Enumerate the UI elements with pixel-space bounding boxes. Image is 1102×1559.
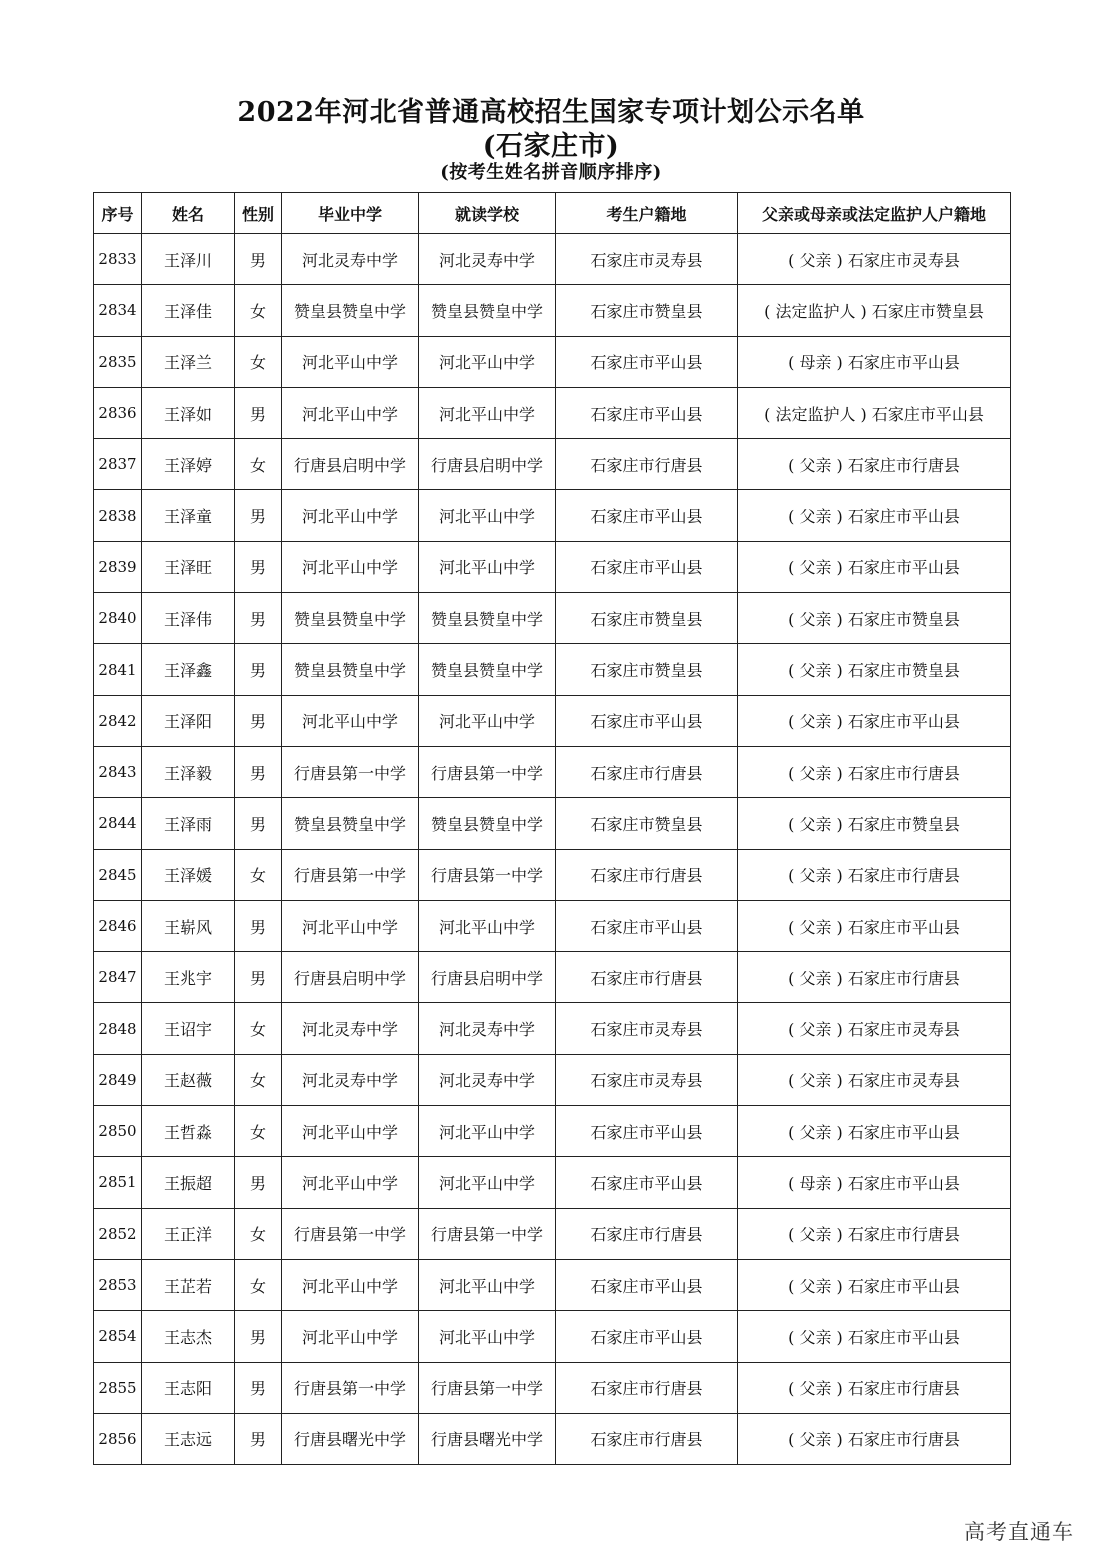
cell-household-registration: 石家庄市灵寿县 bbox=[556, 234, 738, 285]
document-title: 2022年河北省普通高校招生国家专项计划公示名单 bbox=[237, 97, 865, 128]
cell-graduated-school: 行唐县第一中学 bbox=[282, 1208, 419, 1259]
table-body bbox=[94, 234, 1011, 1465]
cell-current-school: 行唐县曙光中学 bbox=[419, 1413, 556, 1464]
table-row bbox=[94, 1106, 1011, 1157]
cell-current-school: 河北平山中学 bbox=[419, 336, 556, 387]
cell-household-registration: 石家庄市行唐县 bbox=[556, 1362, 738, 1413]
cell-household-registration: 石家庄市行唐县 bbox=[556, 1413, 738, 1464]
cell-guardian-registration: ( 父亲 ) 石家庄市灵寿县 bbox=[738, 1003, 1011, 1054]
cell-seq: 2845 bbox=[94, 849, 142, 900]
cell-guardian-registration: ( 父亲 ) 石家庄市行唐县 bbox=[738, 439, 1011, 490]
cell-current-school: 河北平山中学 bbox=[419, 1157, 556, 1208]
table-row bbox=[94, 593, 1011, 644]
cell-seq: 2852 bbox=[94, 1208, 142, 1259]
cell-gender: 女 bbox=[235, 1003, 282, 1054]
cell-current-school: 河北平山中学 bbox=[419, 900, 556, 951]
cell-current-school: 河北平山中学 bbox=[419, 387, 556, 438]
cell-seq: 2844 bbox=[94, 798, 142, 849]
header-household-registration: 考生户籍地 bbox=[556, 193, 738, 234]
cell-gender: 女 bbox=[235, 439, 282, 490]
cell-current-school: 行唐县第一中学 bbox=[419, 849, 556, 900]
cell-guardian-registration: ( 父亲 ) 石家庄市灵寿县 bbox=[738, 1054, 1011, 1105]
cell-household-registration: 石家庄市平山县 bbox=[556, 387, 738, 438]
table-row bbox=[94, 1362, 1011, 1413]
cell-household-registration: 石家庄市行唐县 bbox=[556, 952, 738, 1003]
cell-name: 王兆宇 bbox=[142, 952, 235, 1003]
cell-name: 王泽雨 bbox=[142, 798, 235, 849]
cell-household-registration: 石家庄市平山县 bbox=[556, 900, 738, 951]
table-row bbox=[94, 900, 1011, 951]
cell-guardian-registration: ( 父亲 ) 石家庄市平山县 bbox=[738, 541, 1011, 592]
cell-household-registration: 石家庄市平山县 bbox=[556, 1311, 738, 1362]
cell-graduated-school: 河北平山中学 bbox=[282, 900, 419, 951]
cell-seq: 2853 bbox=[94, 1259, 142, 1310]
cell-name: 王泽毅 bbox=[142, 746, 235, 797]
cell-graduated-school: 河北平山中学 bbox=[282, 490, 419, 541]
cell-seq: 2854 bbox=[94, 1311, 142, 1362]
cell-guardian-registration: ( 父亲 ) 石家庄市赞皇县 bbox=[738, 798, 1011, 849]
cell-gender: 男 bbox=[235, 1413, 282, 1464]
cell-household-registration: 石家庄市灵寿县 bbox=[556, 1054, 738, 1105]
cell-gender: 男 bbox=[235, 695, 282, 746]
cell-graduated-school: 河北灵寿中学 bbox=[282, 1054, 419, 1105]
header-current-school: 就读学校 bbox=[419, 193, 556, 234]
cell-name: 王诏宇 bbox=[142, 1003, 235, 1054]
cell-guardian-registration: ( 父亲 ) 石家庄市行唐县 bbox=[738, 1208, 1011, 1259]
cell-seq: 2834 bbox=[94, 285, 142, 336]
cell-graduated-school: 河北平山中学 bbox=[282, 1157, 419, 1208]
cell-graduated-school: 河北平山中学 bbox=[282, 1311, 419, 1362]
cell-seq: 2836 bbox=[94, 387, 142, 438]
table-row bbox=[94, 644, 1011, 695]
cell-guardian-registration: ( 父亲 ) 石家庄市行唐县 bbox=[738, 1413, 1011, 1464]
cell-graduated-school: 行唐县曙光中学 bbox=[282, 1413, 419, 1464]
cell-seq: 2839 bbox=[94, 541, 142, 592]
cell-seq: 2849 bbox=[94, 1054, 142, 1105]
cell-current-school: 赞皇县赞皇中学 bbox=[419, 798, 556, 849]
table-header-row bbox=[94, 193, 1011, 234]
cell-guardian-registration: ( 父亲 ) 石家庄市平山县 bbox=[738, 1259, 1011, 1310]
cell-current-school: 河北平山中学 bbox=[419, 541, 556, 592]
cell-current-school: 河北平山中学 bbox=[419, 1259, 556, 1310]
cell-seq: 2838 bbox=[94, 490, 142, 541]
cell-guardian-registration: ( 母亲 ) 石家庄市平山县 bbox=[738, 336, 1011, 387]
table-row bbox=[94, 798, 1011, 849]
table-row bbox=[94, 1413, 1011, 1464]
cell-household-registration: 石家庄市灵寿县 bbox=[556, 1003, 738, 1054]
cell-gender: 男 bbox=[235, 746, 282, 797]
cell-gender: 女 bbox=[235, 849, 282, 900]
table-row bbox=[94, 234, 1011, 285]
cell-gender: 男 bbox=[235, 1157, 282, 1208]
cell-household-registration: 石家庄市赞皇县 bbox=[556, 644, 738, 695]
cell-current-school: 行唐县第一中学 bbox=[419, 746, 556, 797]
cell-name: 王泽阳 bbox=[142, 695, 235, 746]
table-header bbox=[94, 193, 1011, 234]
cell-seq: 2848 bbox=[94, 1003, 142, 1054]
cell-gender: 男 bbox=[235, 900, 282, 951]
cell-current-school: 赞皇县赞皇中学 bbox=[419, 644, 556, 695]
document-subtitle-city: (石家庄市) bbox=[482, 131, 620, 162]
cell-seq: 2847 bbox=[94, 952, 142, 1003]
cell-graduated-school: 河北灵寿中学 bbox=[282, 234, 419, 285]
cell-seq: 2833 bbox=[94, 234, 142, 285]
cell-current-school: 河北平山中学 bbox=[419, 1106, 556, 1157]
cell-household-registration: 石家庄市平山县 bbox=[556, 336, 738, 387]
cell-seq: 2835 bbox=[94, 336, 142, 387]
cell-guardian-registration: ( 父亲 ) 石家庄市行唐县 bbox=[738, 746, 1011, 797]
cell-seq: 2850 bbox=[94, 1106, 142, 1157]
cell-current-school: 河北平山中学 bbox=[419, 695, 556, 746]
cell-guardian-registration: ( 母亲 ) 石家庄市平山县 bbox=[738, 1157, 1011, 1208]
cell-guardian-registration: ( 父亲 ) 石家庄市赞皇县 bbox=[738, 644, 1011, 695]
table-row bbox=[94, 1157, 1011, 1208]
cell-gender: 女 bbox=[235, 1106, 282, 1157]
cell-current-school: 行唐县第一中学 bbox=[419, 1208, 556, 1259]
cell-graduated-school: 河北平山中学 bbox=[282, 336, 419, 387]
cell-name: 王芷若 bbox=[142, 1259, 235, 1310]
table-row bbox=[94, 1054, 1011, 1105]
cell-gender: 男 bbox=[235, 593, 282, 644]
cell-graduated-school: 赞皇县赞皇中学 bbox=[282, 285, 419, 336]
roster-table bbox=[93, 192, 1011, 1465]
table-row bbox=[94, 387, 1011, 438]
cell-name: 王泽婷 bbox=[142, 439, 235, 490]
cell-household-registration: 石家庄市行唐县 bbox=[556, 746, 738, 797]
cell-name: 王志阳 bbox=[142, 1362, 235, 1413]
cell-current-school: 赞皇县赞皇中学 bbox=[419, 593, 556, 644]
cell-graduated-school: 行唐县启明中学 bbox=[282, 439, 419, 490]
cell-graduated-school: 河北平山中学 bbox=[282, 541, 419, 592]
cell-name: 王泽童 bbox=[142, 490, 235, 541]
cell-graduated-school: 河北平山中学 bbox=[282, 1259, 419, 1310]
cell-name: 王泽鑫 bbox=[142, 644, 235, 695]
cell-name: 王泽媛 bbox=[142, 849, 235, 900]
header-seq: 序号 bbox=[94, 193, 142, 234]
table-row bbox=[94, 336, 1011, 387]
cell-graduated-school: 行唐县第一中学 bbox=[282, 849, 419, 900]
cell-guardian-registration: ( 父亲 ) 石家庄市赞皇县 bbox=[738, 593, 1011, 644]
cell-household-registration: 石家庄市赞皇县 bbox=[556, 285, 738, 336]
cell-graduated-school: 赞皇县赞皇中学 bbox=[282, 593, 419, 644]
table-row bbox=[94, 952, 1011, 1003]
cell-current-school: 河北灵寿中学 bbox=[419, 234, 556, 285]
cell-household-registration: 石家庄市平山县 bbox=[556, 1157, 738, 1208]
table-row bbox=[94, 490, 1011, 541]
cell-seq: 2856 bbox=[94, 1413, 142, 1464]
cell-guardian-registration: ( 父亲 ) 石家庄市平山县 bbox=[738, 490, 1011, 541]
cell-gender: 男 bbox=[235, 490, 282, 541]
cell-household-registration: 石家庄市赞皇县 bbox=[556, 593, 738, 644]
cell-name: 王赵薇 bbox=[142, 1054, 235, 1105]
cell-graduated-school: 河北灵寿中学 bbox=[282, 1003, 419, 1054]
cell-guardian-registration: ( 父亲 ) 石家庄市平山县 bbox=[738, 1311, 1011, 1362]
cell-current-school: 赞皇县赞皇中学 bbox=[419, 285, 556, 336]
cell-seq: 2843 bbox=[94, 746, 142, 797]
cell-guardian-registration: ( 法定监护人 ) 石家庄市平山县 bbox=[738, 387, 1011, 438]
header-gender: 性别 bbox=[235, 193, 282, 234]
cell-household-registration: 石家庄市赞皇县 bbox=[556, 798, 738, 849]
cell-seq: 2840 bbox=[94, 593, 142, 644]
cell-seq: 2841 bbox=[94, 644, 142, 695]
cell-household-registration: 石家庄市平山县 bbox=[556, 490, 738, 541]
table-row bbox=[94, 1003, 1011, 1054]
cell-gender: 男 bbox=[235, 952, 282, 1003]
cell-current-school: 行唐县第一中学 bbox=[419, 1362, 556, 1413]
cell-graduated-school: 行唐县第一中学 bbox=[282, 1362, 419, 1413]
cell-guardian-registration: ( 父亲 ) 石家庄市行唐县 bbox=[738, 952, 1011, 1003]
cell-household-registration: 石家庄市行唐县 bbox=[556, 1208, 738, 1259]
cell-seq: 2842 bbox=[94, 695, 142, 746]
cell-household-registration: 石家庄市行唐县 bbox=[556, 439, 738, 490]
cell-seq: 2855 bbox=[94, 1362, 142, 1413]
table-row bbox=[94, 285, 1011, 336]
cell-guardian-registration: ( 父亲 ) 石家庄市平山县 bbox=[738, 900, 1011, 951]
cell-graduated-school: 河北平山中学 bbox=[282, 387, 419, 438]
cell-gender: 男 bbox=[235, 234, 282, 285]
cell-guardian-registration: ( 父亲 ) 石家庄市行唐县 bbox=[738, 1362, 1011, 1413]
cell-guardian-registration: ( 父亲 ) 石家庄市平山县 bbox=[738, 1106, 1011, 1157]
table-row bbox=[94, 695, 1011, 746]
cell-name: 王泽如 bbox=[142, 387, 235, 438]
table-row bbox=[94, 1311, 1011, 1362]
cell-name: 王正洋 bbox=[142, 1208, 235, 1259]
cell-gender: 男 bbox=[235, 541, 282, 592]
cell-gender: 女 bbox=[235, 1208, 282, 1259]
cell-name: 王泽伟 bbox=[142, 593, 235, 644]
cell-graduated-school: 河北平山中学 bbox=[282, 1106, 419, 1157]
header-name: 姓名 bbox=[142, 193, 235, 234]
cell-graduated-school: 赞皇县赞皇中学 bbox=[282, 798, 419, 849]
watermark: 高考直通车 bbox=[964, 1520, 1074, 1544]
cell-seq: 2846 bbox=[94, 900, 142, 951]
table-row bbox=[94, 746, 1011, 797]
cell-name: 王振超 bbox=[142, 1157, 235, 1208]
table-row bbox=[94, 1259, 1011, 1310]
cell-current-school: 行唐县启明中学 bbox=[419, 439, 556, 490]
cell-household-registration: 石家庄市行唐县 bbox=[556, 849, 738, 900]
cell-current-school: 行唐县启明中学 bbox=[419, 952, 556, 1003]
cell-name: 王哲淼 bbox=[142, 1106, 235, 1157]
cell-graduated-school: 行唐县第一中学 bbox=[282, 746, 419, 797]
cell-gender: 女 bbox=[235, 1259, 282, 1310]
cell-graduated-school: 赞皇县赞皇中学 bbox=[282, 644, 419, 695]
cell-gender: 男 bbox=[235, 1311, 282, 1362]
cell-current-school: 河北灵寿中学 bbox=[419, 1003, 556, 1054]
cell-name: 王泽兰 bbox=[142, 336, 235, 387]
table-row bbox=[94, 1208, 1011, 1259]
table-row bbox=[94, 541, 1011, 592]
cell-guardian-registration: ( 父亲 ) 石家庄市灵寿县 bbox=[738, 234, 1011, 285]
cell-gender: 男 bbox=[235, 798, 282, 849]
cell-household-registration: 石家庄市平山县 bbox=[556, 541, 738, 592]
cell-guardian-registration: ( 法定监护人 ) 石家庄市赞皇县 bbox=[738, 285, 1011, 336]
cell-household-registration: 石家庄市平山县 bbox=[556, 1106, 738, 1157]
cell-household-registration: 石家庄市平山县 bbox=[556, 1259, 738, 1310]
cell-guardian-registration: ( 父亲 ) 石家庄市平山县 bbox=[738, 695, 1011, 746]
cell-name: 王崭风 bbox=[142, 900, 235, 951]
table-row bbox=[94, 439, 1011, 490]
cell-name: 王志杰 bbox=[142, 1311, 235, 1362]
cell-guardian-registration: ( 父亲 ) 石家庄市行唐县 bbox=[738, 849, 1011, 900]
cell-gender: 女 bbox=[235, 336, 282, 387]
cell-current-school: 河北平山中学 bbox=[419, 1311, 556, 1362]
cell-name: 王志远 bbox=[142, 1413, 235, 1464]
cell-name: 王泽川 bbox=[142, 234, 235, 285]
header-guardian-registration: 父亲或母亲或法定监护人户籍地 bbox=[738, 193, 1011, 234]
table-row bbox=[94, 849, 1011, 900]
cell-current-school: 河北平山中学 bbox=[419, 490, 556, 541]
cell-graduated-school: 河北平山中学 bbox=[282, 695, 419, 746]
cell-name: 王泽旺 bbox=[142, 541, 235, 592]
cell-gender: 男 bbox=[235, 387, 282, 438]
cell-seq: 2837 bbox=[94, 439, 142, 490]
cell-gender: 男 bbox=[235, 644, 282, 695]
cell-current-school: 河北灵寿中学 bbox=[419, 1054, 556, 1105]
cell-seq: 2851 bbox=[94, 1157, 142, 1208]
document-sort-note: (按考生姓名拼音顺序排序) bbox=[440, 162, 662, 183]
cell-graduated-school: 行唐县启明中学 bbox=[282, 952, 419, 1003]
cell-gender: 男 bbox=[235, 1362, 282, 1413]
header-graduated-school: 毕业中学 bbox=[282, 193, 419, 234]
cell-gender: 女 bbox=[235, 285, 282, 336]
cell-gender: 女 bbox=[235, 1054, 282, 1105]
cell-household-registration: 石家庄市平山县 bbox=[556, 695, 738, 746]
cell-name: 王泽佳 bbox=[142, 285, 235, 336]
